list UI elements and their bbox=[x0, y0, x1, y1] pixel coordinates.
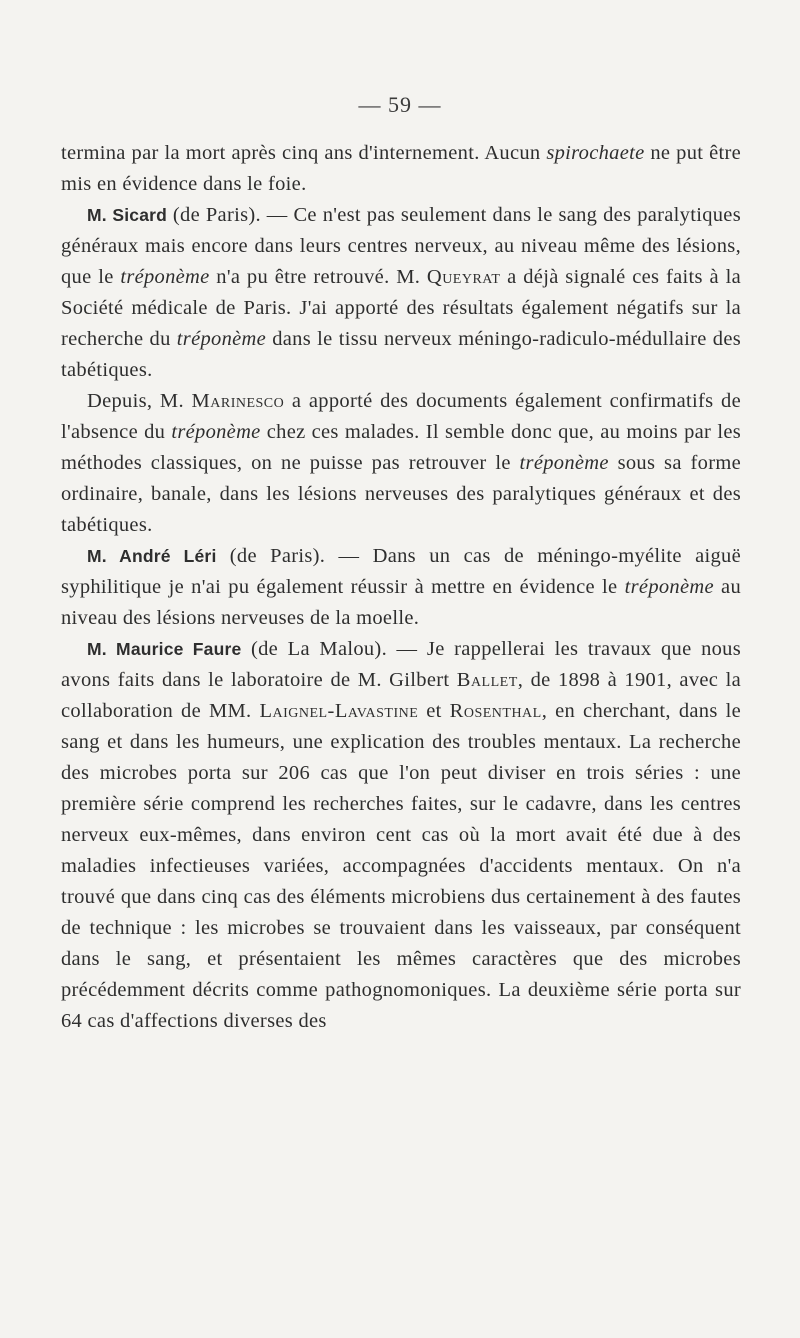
text-run: , de 1898 à 1901, avec la collaboration de MM. bbox=[61, 669, 741, 722]
text-run: (de Paris). — Dans un cas de méningo-myélite aiguë syphilitique je n'ai pu également réussir à mettre en évidence le bbox=[61, 545, 741, 598]
author-name: Laignel-Lavastine bbox=[259, 700, 419, 722]
author-name: Marinesco bbox=[191, 390, 285, 412]
text-run: (de La Malou). — Je rappellerai les travaux que nous avons faits dans le laboratoire de M. Gilbert bbox=[61, 638, 741, 691]
text-run: ne put être mis en évidence dans le foie. bbox=[61, 142, 741, 195]
italic-term: tréponème bbox=[171, 421, 261, 443]
italic-term: tréponème bbox=[519, 452, 609, 474]
text-run: n'a pu être retrouvé. M. bbox=[209, 266, 427, 288]
text-run: au niveau des lésions nerveuses de la moelle. bbox=[61, 576, 742, 629]
author-name: Ballet bbox=[456, 669, 518, 691]
italic-term: tréponème bbox=[176, 328, 267, 350]
text-run: a déjà signalé ces faits à la Société médicale de Paris. J'ai apporté des résultats également négatifs sur la recherche du bbox=[61, 266, 741, 350]
text-run: termina par la mort après cinq ans d'internement. Aucun bbox=[61, 142, 547, 164]
text-run: a apporté des documents également confirmatifs de l'absence du bbox=[61, 390, 742, 443]
paragraph bbox=[61, 634, 741, 1037]
italic-term: spirochaete bbox=[546, 142, 645, 164]
speaker-name: M. Maurice Faure bbox=[87, 639, 242, 659]
text-run: dans le tissu nerveux méningo-radiculo-médullaire des tabétiques. bbox=[61, 328, 741, 381]
author-name: Rosenthal bbox=[449, 700, 542, 722]
italic-term: tréponème bbox=[624, 576, 714, 598]
speaker-name: M. André Léri bbox=[87, 546, 217, 566]
author-name: Queyrat bbox=[426, 266, 501, 288]
text-run: chez ces malades. Il semble donc que, au moins par les méthodes classiques, on ne puisse pas retrouver le bbox=[61, 421, 741, 474]
text-run: Depuis, M. bbox=[87, 390, 192, 412]
text-run: , en cherchant, dans le sang et dans les humeurs, une explication des troubles mentaux. La recherche des microbes porta sur 206 cas que l'on peut diviser en trois séries : une première série comprend les recherches faites, sur le cadavre, dans les centres nerveux eux-mêmes, dans environ cent cas où la mort avait été due à des maladies infectieuses variées, accompagnées d'accidents mentaux. On n'a trouvé que dans cinq cas des éléments microbiens dus certainement à des fautes de technique : les microbes se trouvaient dans les vaisseaux, par conséquent dans le sang, et présentaient les mêmes caractères que des microbes précédemment décrits comme pathognomoniques. La deuxième série porta sur 64 cas d'affections diverses des bbox=[61, 700, 741, 1032]
italic-term: tréponème bbox=[120, 266, 210, 288]
text-run: et bbox=[418, 700, 450, 722]
paragraph bbox=[61, 200, 741, 386]
text-run: sous sa forme ordinaire, banale, dans les lésions nerveuses des paralytiques généraux et des tabétiques. bbox=[61, 452, 741, 536]
text-run: (de Paris). — Ce n'est pas seulement dans le sang des paralytiques généraux mais encore dans leurs centres nerveux, au niveau même des lésions, que le bbox=[61, 204, 741, 288]
paragraph bbox=[61, 386, 741, 541]
speaker-name: M. Sicard bbox=[87, 205, 168, 225]
page-body bbox=[61, 138, 741, 1037]
paragraph bbox=[61, 138, 741, 200]
page-number: — 59 — bbox=[358, 92, 442, 117]
paragraph bbox=[61, 541, 741, 634]
